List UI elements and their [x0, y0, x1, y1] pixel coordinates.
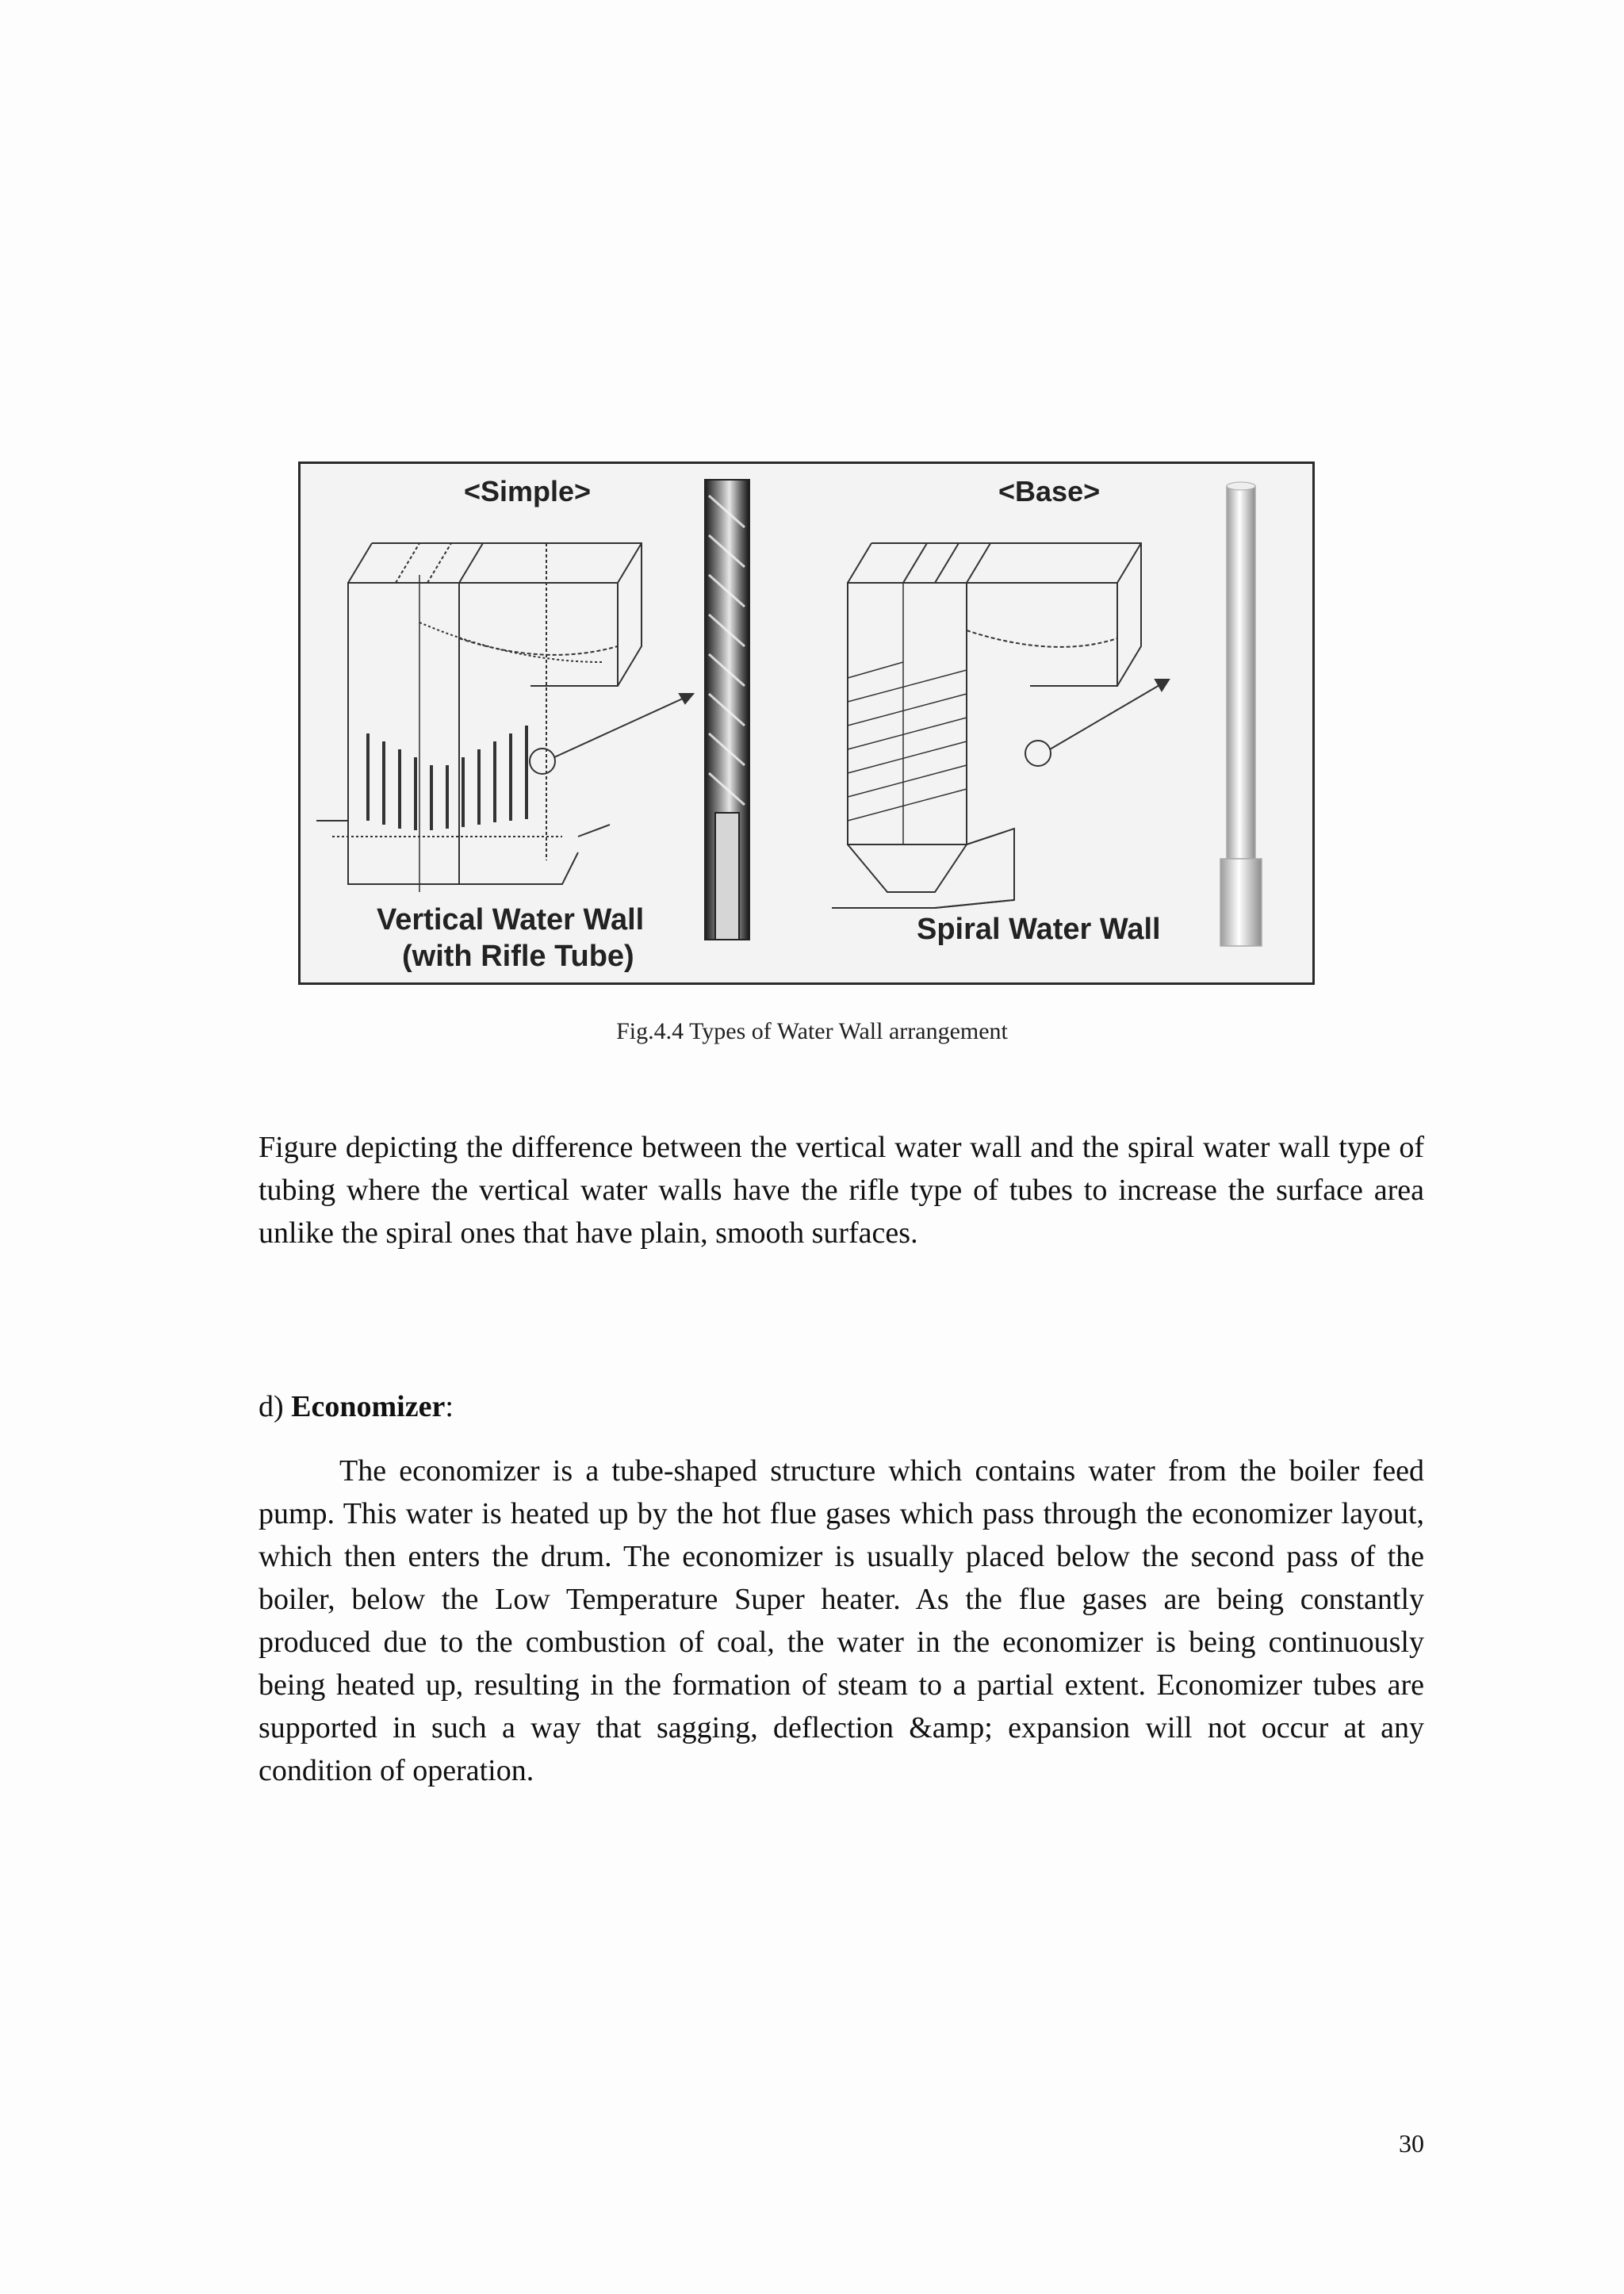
- figure-caption: Fig.4.4 Types of Water Wall arrangement: [616, 1018, 1008, 1044]
- vertical-water-wall-label: Vertical Water Wall: [377, 903, 645, 936]
- simple-title: <Simple>: [464, 475, 592, 507]
- plain-tube-illustration: [1220, 482, 1262, 946]
- spiral-water-wall-diagram: [832, 543, 1169, 908]
- section-prefix: d): [259, 1390, 292, 1423]
- page-number: 30: [1399, 2129, 1424, 2158]
- spiral-water-wall-label: Spiral Water Wall: [917, 913, 1161, 946]
- section-suffix: :: [445, 1390, 454, 1423]
- water-wall-figure: [298, 461, 1315, 985]
- vertical-water-wall-diagram: [316, 543, 693, 892]
- base-title: <Base>: [998, 475, 1101, 507]
- section-heading: [259, 1389, 454, 1424]
- section-title: Economizer: [291, 1390, 446, 1423]
- rifle-tube-label: (with Rifle Tube): [402, 940, 634, 973]
- figure-description-paragraph: Figure depicting the difference between the vertical water wall and the spiral water wall type of tubing where the vertical water walls have the rifle type of tubes to increase the surface area unlike the spiral ones that have plain, smooth surfaces.: [259, 1131, 1424, 1250]
- rifle-tube-illustration: [705, 480, 749, 940]
- economizer-paragraph: The economizer is a tube-shaped structure which contains water from the boiler feed pump. This water is heated up by the hot flue gases which pass through the economizer layout, which then enters the drum. The economizer is usually placed below the second pass of the boiler, below the Low Temperature Super heater. As the flue gases are being constantly produced due to the combustion of coal, the water in the economizer is being continuously being heated up, resulting in the formation of steam to a partial extent. Economizer tubes are supported in such a way that sagging, deflection &amp; expansion will not occur at any condition of operation.: [259, 1454, 1424, 1787]
